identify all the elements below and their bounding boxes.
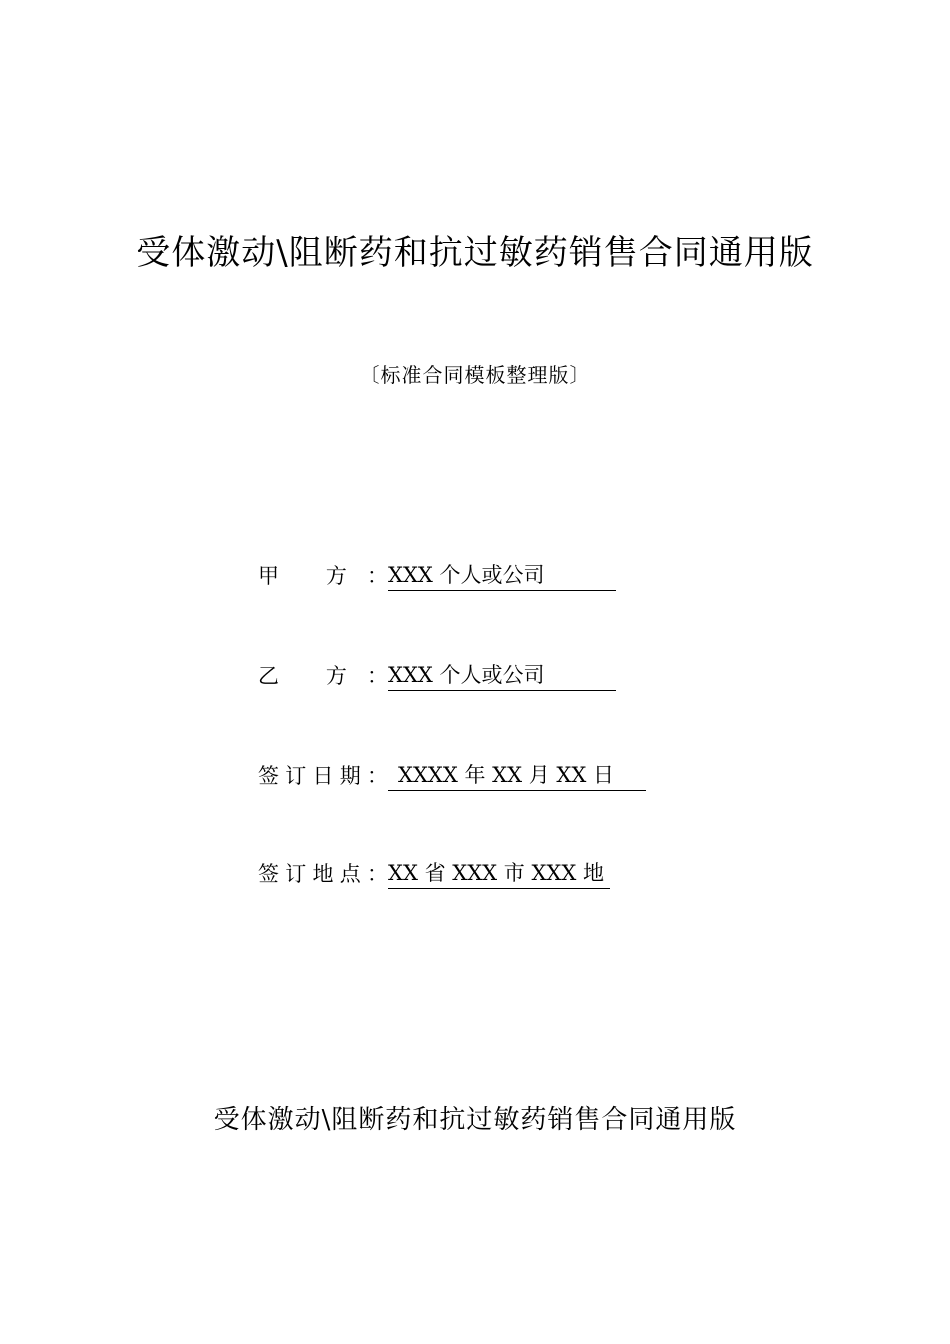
document-title: 受体激动\阻断药和抗过敏药销售合同通用版	[136, 233, 814, 273]
party-b-row	[258, 660, 616, 692]
party-b-label: 乙 方：	[258, 664, 388, 688]
party-b-value: XXX 个人或公司	[388, 660, 616, 691]
signing-date-row	[258, 760, 646, 792]
party-a-row	[258, 560, 616, 592]
signing-date-label: 签订日期：	[258, 764, 388, 788]
document-subtitle: 〔标准合同模板整理版〕	[359, 363, 591, 387]
party-a-label: 甲 方：	[258, 564, 388, 588]
signing-date-value: XXXX 年 XX 月 XX 日	[388, 760, 646, 791]
signing-place-value: XX 省 XXX 市 XXX 地	[388, 858, 610, 889]
signing-place-row	[258, 858, 610, 890]
footer-title: 受体激动\阻断药和抗过敏药销售合同通用版	[213, 1105, 737, 1135]
party-a-value: XXX 个人或公司	[388, 560, 616, 591]
signing-place-label: 签订地点：	[258, 862, 388, 886]
